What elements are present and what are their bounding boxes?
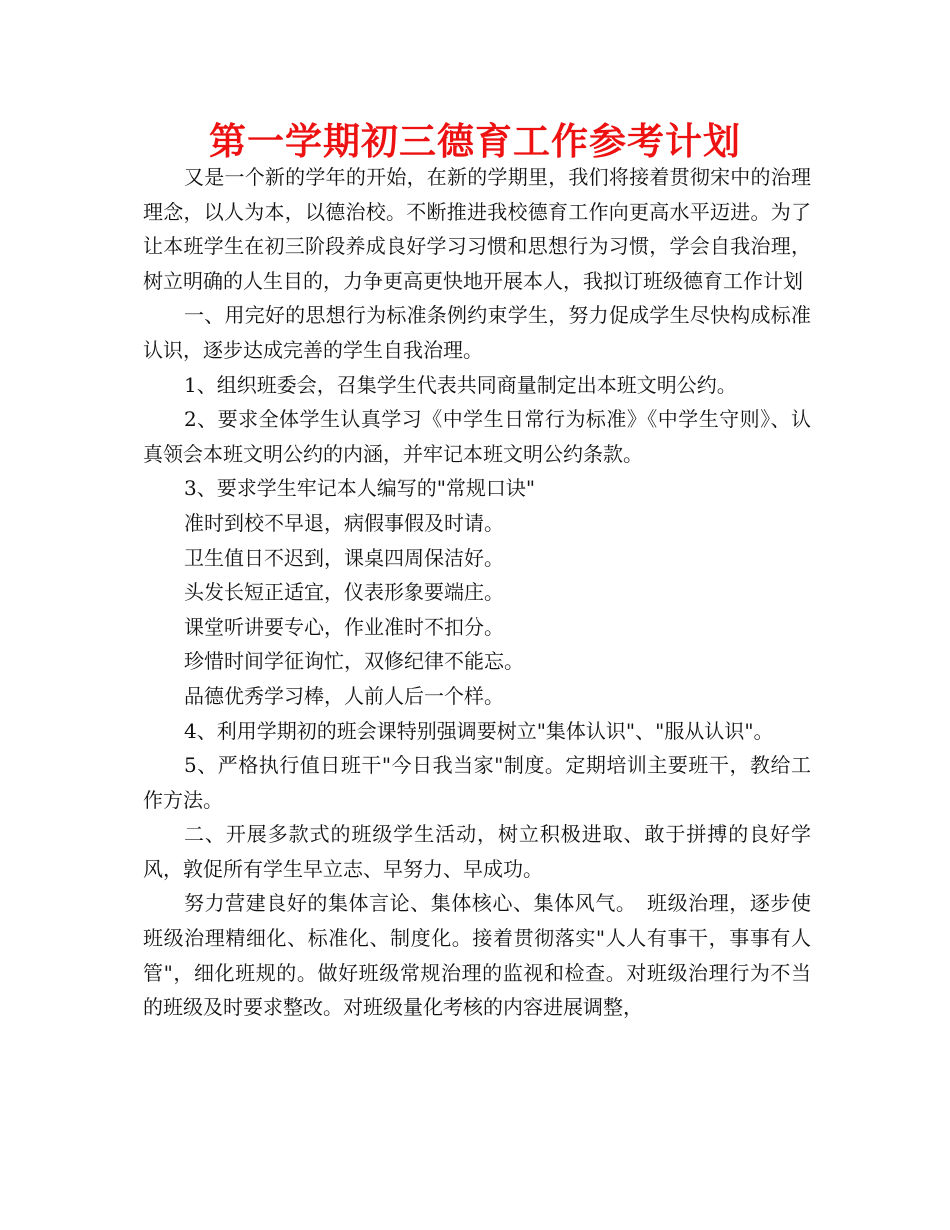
intro-paragraph: 又是一个新的学年的开始，在新的学期里，我们将接着贯彻宋中的治理理念，以人为本，以德治校。不断推进我校德育工作向更高水平迈进。为了让本班学生在初三阶段养成良好学习习惯和思想行为习惯，学会自我治理，树立明确的人生目的，力争更高更快地开展本人，我拟订班级德育工作计划 [143,165,811,293]
document-title: 第一学期初三德育工作参考计划 [209,120,741,163]
item-1-paragraph: 1、组织班委会，召集学生代表共同商量制定出本班文明公约。 [184,372,737,397]
document-body [143,160,811,1025]
rhyme-line-4: 课堂听讲要专心，作业准时不扣分。 [184,614,504,639]
rhyme-line-3: 头发长短正适宜，仪表形象要端庄。 [184,580,504,605]
rhyme-line-5: 珍惜时间学征询忙，双修纪律不能忘。 [184,649,524,674]
item-3-paragraph: 3、要求学生牢记本人编写的"常规口诀" [184,476,536,501]
section-one-heading: 一、用完好的思想行为标准条例约束学生，努力促成学生尽快构成标准认识，逐步达成完善的学生自我治理。 [143,303,811,362]
rhyme-line-2: 卫生值日不迟到，课桌四周保洁好。 [184,545,504,570]
item-5-paragraph: 5、严格执行值日班干"今日我当家"制度。定期培训主要班干，教给工作方法。 [143,753,811,812]
item-2-paragraph: 2、要求全体学生认真学习《中学生日常行为标准》《中学生守则》、认真领会本班文明公约的内涵，并牢记本班文明公约条款。 [143,407,811,466]
section-two-heading: 二、开展多款式的班级学生活动，树立积极进取、敢于拼搏的良好学风，敦促所有学生早立志、早努力、早成功。 [143,822,811,881]
class-management-paragraph: 努力营建良好的集体言论、集体核心、集体风气。 班级治理，逐步使班级治理精细化、标准化、制度化。接着贯彻落实"人人有事干，事事有人管"，细化班规的。做好班级常规治理的监视和检查。对班级治理行为不当的班级及时要求整改。对班级量化考核的内容进展调整， [143,891,811,1020]
rhyme-line-1: 准时到校不早退，病假事假及时请。 [184,510,504,535]
rhyme-line-6: 品德优秀学习棒，人前人后一个样。 [184,683,504,708]
item-4-paragraph: 4、利用学期初的班会课特别强调要树立"集体认识"、"服从认识"。 [184,718,774,743]
